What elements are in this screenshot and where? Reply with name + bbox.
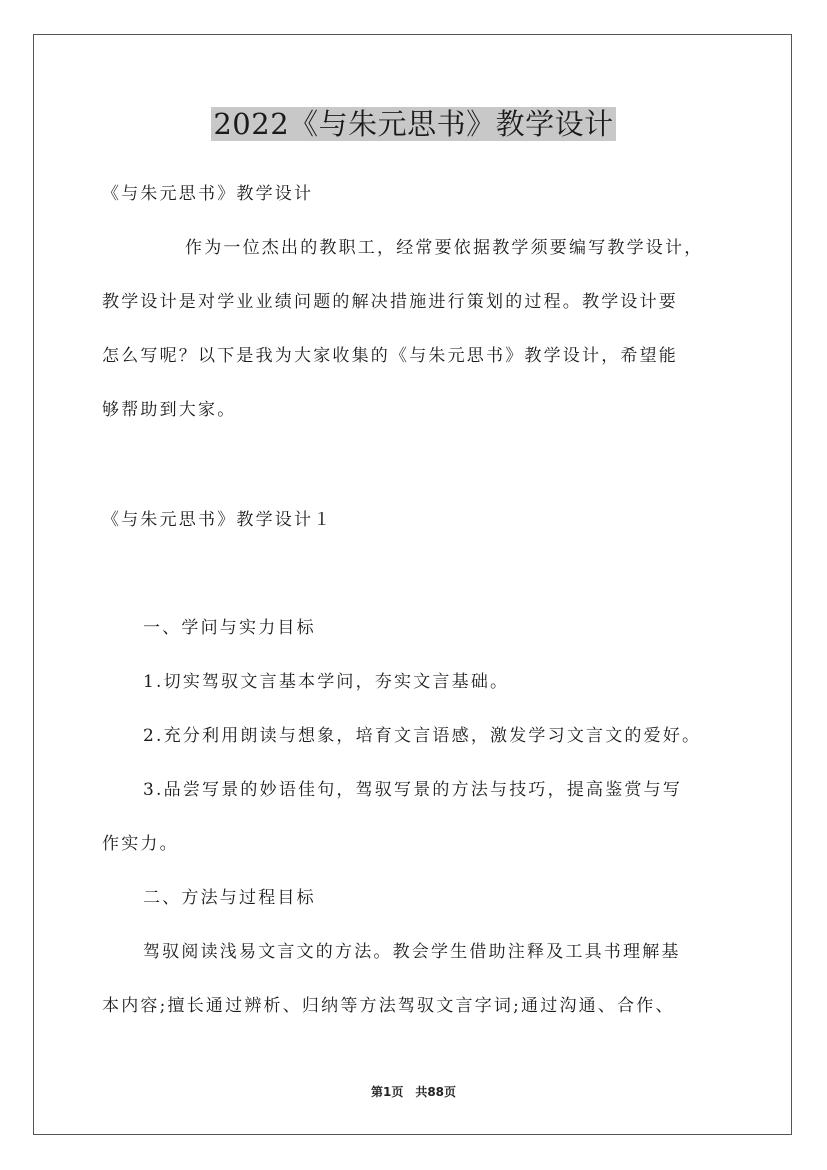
paragraph-line: 驾驭阅读浅易文言文的方法。教会学生借助注释及工具书理解基 [143,942,681,962]
document-title-text: 2022《与朱元思书》教学设计 [213,107,614,141]
list-item: 3.品尝写景的妙语佳句，驾驭写景的方法与技巧，提高鉴赏与写 [143,780,683,800]
subsection-heading: 二、方法与过程目标 [143,888,316,908]
document-title [0,102,827,146]
paragraph-line: 作为一位杰出的教职工，经常要依据教学须要编写教学设计， [185,238,704,258]
paragraph-line: 教学设计是对学业业绩问题的解决措施进行策划的过程。教学设计要 [102,292,678,312]
paragraph-line: 怎么写呢？以下是我为大家收集的《与朱元思书》教学设计，希望能 [102,346,678,366]
page-footer: 第1页 共88页 [370,1085,457,1099]
list-item: 2.充分利用朗读与想象，培育文言语感，激发学习文言文的爱好。 [143,726,702,746]
paragraph-line: 够帮助到大家。 [102,400,237,420]
list-item: 1.切实驾驭文言基本学问，夯实文言基础。 [143,672,510,692]
section-heading: 《与朱元思书》教学设计 [102,184,314,204]
section-heading: 《与朱元思书》教学设计１ [102,510,333,530]
list-item-continuation: 作实力。 [102,834,179,854]
subsection-heading: 一、学问与实力目标 [143,618,316,638]
paragraph-line: 本内容;擅长通过辨析、归纳等方法驾驭文言字词;通过沟通、合作、 [102,996,675,1016]
